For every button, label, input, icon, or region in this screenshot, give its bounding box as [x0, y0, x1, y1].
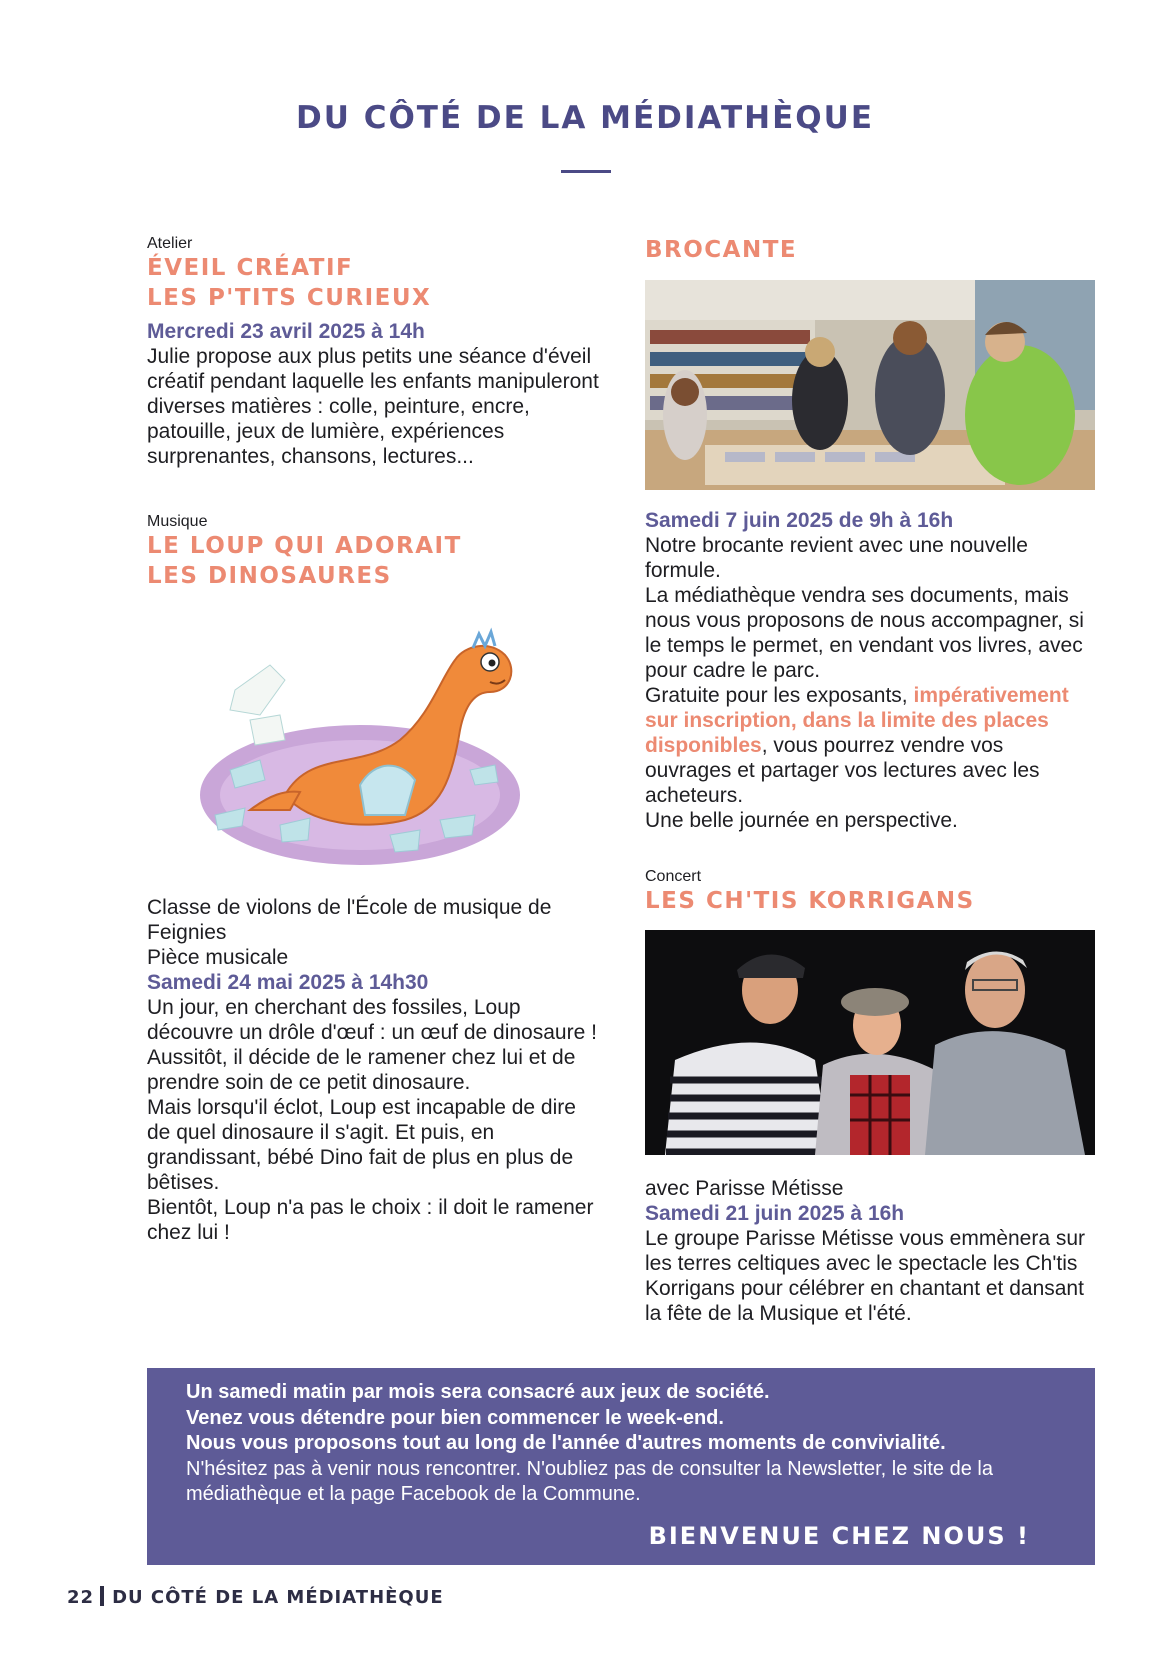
atelier-text: Julie propose aux plus petits une séance d'éveil créatif pendant laquelle les enfants manipuleront diverses matières : colle, peinture, encre, patouille, jeux de lumière, expériences surprenantes, chansons, lectures... [147, 345, 599, 468]
footer-divider [100, 1586, 104, 1606]
page-footer [67, 1586, 444, 1608]
concert-section [645, 1176, 1095, 1326]
brocante-text3 [645, 683, 1095, 808]
musique-section [147, 895, 602, 1245]
concert-with: avec Parisse Métisse [645, 1177, 844, 1200]
footer-section: DU CÔTÉ DE LA MÉDIATHÈQUE [112, 1587, 444, 1608]
banner-line4: N'hésitez pas à venir nous rencontrer. N'oubliez pas de consulter la Newsletter, le site de la médiathèque et la page Facebook de la Commune. [186, 1457, 993, 1505]
banner-line1: Un samedi matin par mois sera consacré aux jeux de société. [186, 1381, 770, 1403]
brocante-text3-c: , vous pourrez vendre vos ouvrages et partager vos lectures avec les acheteurs. [645, 734, 1040, 807]
banner-welcome: BIENVENUE CHEZ NOUS ! [648, 1522, 1030, 1550]
brocante-text4: Une belle journée en perspective. [645, 809, 958, 832]
brocante-registration-note: impérativement sur inscription, dans la limite des places disponibles [645, 684, 1069, 757]
page-title: DU CÔTÉ DE LA MÉDIATHÈQUE [296, 100, 874, 136]
brocante-text1: Notre brocante revient avec une nouvelle formule. [645, 534, 1028, 582]
concert-title: LES CH'TIS KORRIGANS [645, 888, 975, 914]
musique-title-line2: LES DINOSAURES [147, 563, 392, 589]
atelier-title-line1: ÉVEIL CRÉATIF [147, 255, 354, 281]
concert-header [645, 868, 1095, 916]
atelier-kicker: Atelier [147, 235, 193, 252]
musique-text1: Un jour, en cherchant des fossiles, Loup découvre un drôle d'œuf : un œuf de dinosaure ! Aussitôt, il décide de le ramener chez lui et de prendre soin de ce petit dinosaure. [147, 996, 597, 1094]
brocante-header [645, 235, 1095, 265]
atelier-section [147, 235, 602, 469]
brocante-section [645, 508, 1095, 833]
title-divider [561, 170, 611, 173]
concert-text: Le groupe Parisse Métisse vous emmènera sur les terres celtiques avec le spectacle les Ch'tis Korrigans pour célébrer en chantant et dansant la fête de la Musique et l'été. [645, 1227, 1086, 1325]
musique-line1: Classe de violons de l'École de musique de Feignies [147, 896, 552, 944]
concert-date: Samedi 21 juin 2025 à 16h [645, 1202, 905, 1225]
banner-line3: Nous vous proposons tout au long de l'année d'autres moments de convivialité. [186, 1432, 946, 1454]
banner-line2: Venez vous détendre pour bien commencer le week-end. [186, 1406, 724, 1429]
musique-line2: Pièce musicale [147, 946, 289, 969]
musique-kicker: Musique [147, 513, 208, 530]
concert-photo [645, 930, 1095, 1155]
atelier-date: Mercredi 23 avril 2025 à 14h [147, 320, 425, 343]
concert-kicker: Concert [645, 868, 702, 885]
atelier-title-line2: LES P'TITS CURIEUX [147, 285, 432, 311]
info-banner-text [186, 1380, 1076, 1508]
dinosaur-illustration [190, 620, 550, 875]
brocante-date: Samedi 7 juin 2025 de 9h à 16h [645, 509, 954, 532]
brocante-title: BROCANTE [645, 237, 798, 263]
musique-date: Samedi 24 mai 2025 à 14h30 [147, 971, 429, 994]
musique-text3: Bientôt, Loup n'a pas le choix : il doit le ramener chez lui ! [147, 1196, 594, 1244]
musique-title-line1: LE LOUP QUI ADORAIT [147, 533, 462, 559]
brocante-photo [645, 280, 1095, 490]
page-number: 22 [67, 1587, 95, 1608]
brocante-text3-a: Gratuite pour les exposants, [645, 684, 914, 707]
musique-text2: Mais lorsqu'il éclot, Loup est incapable de dire de quel dinosaure il s'agit. Et puis, en grandissant, bébé Dino fait de plus en plus de bêtises. [147, 1096, 576, 1194]
brocante-text2: La médiathèque vendra ses documents, mais nous vous proposons de nous accompagner, si le temps le permet, en vendant vos livres, avec pour cadre le parc. [645, 584, 1084, 682]
musique-header [147, 513, 602, 591]
